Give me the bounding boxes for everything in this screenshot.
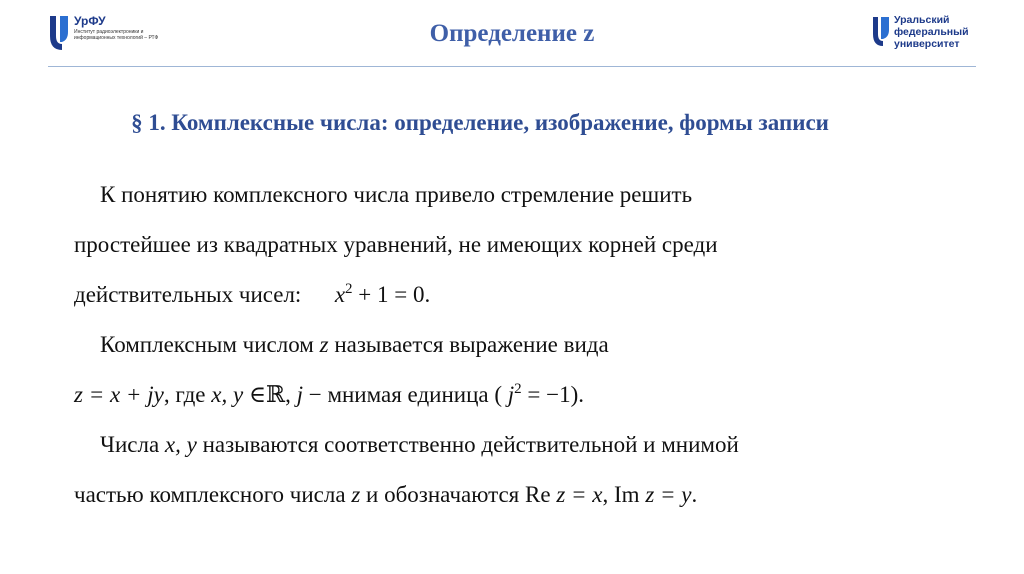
logo-subtitle: Институт радиоэлектроники и информационных технологий – РТФ: [74, 29, 159, 41]
university-name: [894, 14, 969, 50]
math-z: z: [351, 482, 361, 507]
paragraph-2-line-1: [100, 332, 609, 358]
exponent: 2: [514, 381, 522, 397]
math-z: z: [319, 332, 329, 357]
university-u-icon: [872, 16, 890, 48]
math-j-squared: j: [507, 382, 515, 407]
text-segment: Комплексным числом: [100, 332, 320, 357]
university-name-line1: Уральский: [894, 14, 950, 26]
urfu-university-logo: [872, 14, 982, 54]
text-segment: частью комплексного числа: [74, 482, 352, 507]
text-segment: − мнимая единица (: [302, 382, 508, 407]
equation-rest: + 1 = 0.: [352, 282, 431, 307]
section-title: § 1. Комплексные числа: определение, изображение, формы записи: [131, 110, 829, 135]
text-segment: Числа: [100, 432, 165, 457]
math-j: j: [296, 382, 303, 407]
equation-exponent: 2: [345, 281, 353, 297]
math-vars: x, y: [164, 432, 197, 457]
text-segment: , Im: [602, 482, 646, 507]
math-im: z = y: [645, 482, 692, 507]
paragraph-2-line-2: [74, 382, 584, 408]
logo-abbr: УрФУ: [74, 14, 106, 28]
slide-header: [0, 0, 1024, 70]
text-segment: ∈ℝ,: [243, 382, 297, 407]
paragraph-3-line-1: [100, 432, 739, 458]
text-segment: называются соответственно действительной и мнимой: [196, 432, 739, 457]
text-real-numbers: действительных чисел:: [74, 282, 302, 307]
text-segment: называется выражение вида: [328, 332, 609, 357]
university-name-line2: федеральный: [894, 26, 969, 38]
math-re: z = x: [556, 482, 603, 507]
paragraph-1-line-2: простейшее из квадратных уравнений, не имеющих корней среди: [74, 232, 718, 257]
text-segment: и обозначаются Re: [360, 482, 557, 507]
university-name-line3: университет: [894, 38, 960, 50]
text-segment: = −1).: [521, 382, 585, 407]
paragraph-1-line-3: [74, 282, 430, 308]
header-divider: [48, 66, 976, 67]
page-title: Определение z: [429, 20, 595, 47]
complex-formula: z = x + jy: [74, 382, 164, 407]
equation-x: x: [334, 282, 346, 307]
text-segment: .: [691, 482, 698, 507]
paragraph-1-line-1: К понятию комплексного числа привело стремление решить: [100, 182, 693, 207]
paragraph-3-line-2: [74, 482, 697, 508]
text-segment: , где: [163, 382, 212, 407]
math-vars: x, y: [211, 382, 244, 407]
